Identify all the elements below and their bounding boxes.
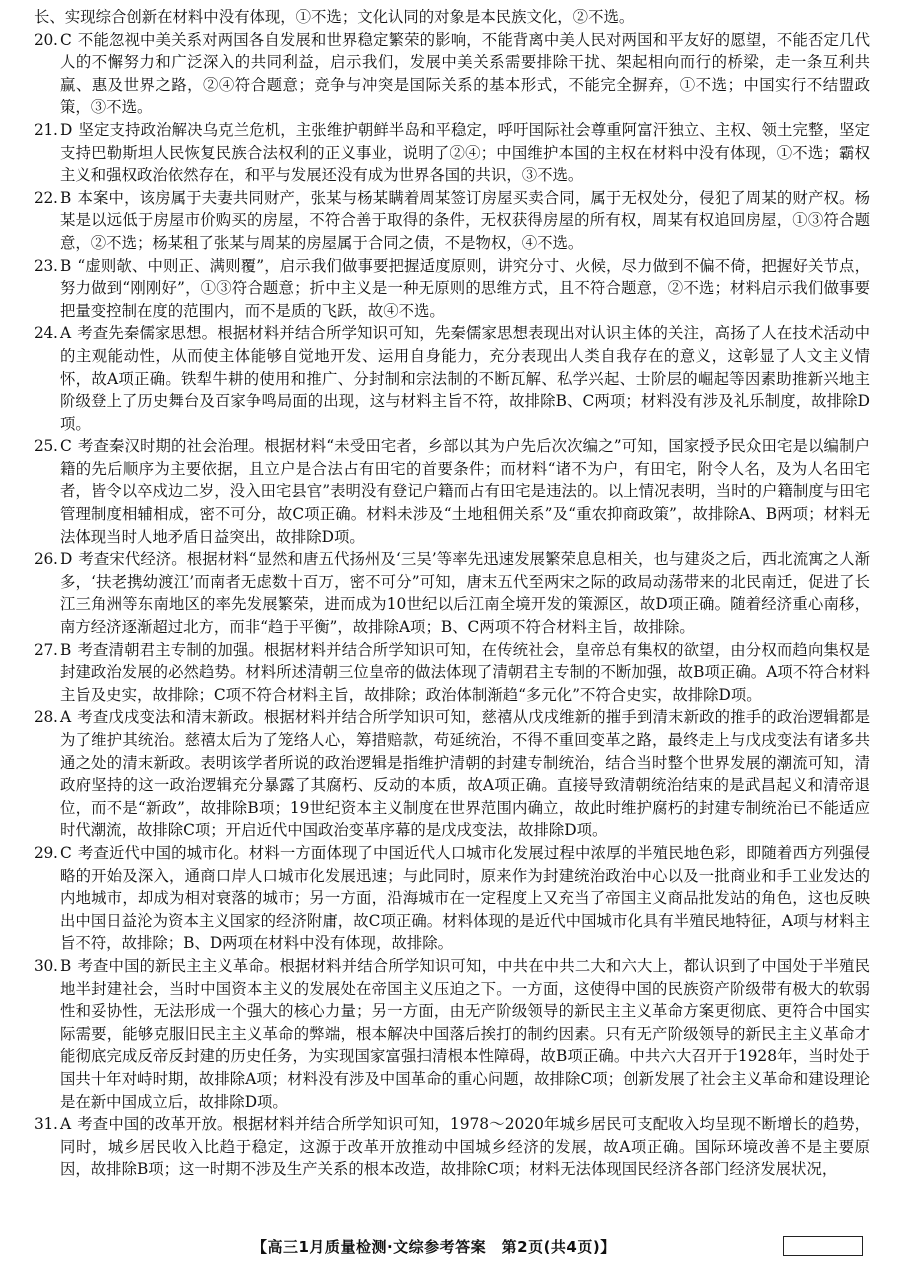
item-number: 26. [34, 550, 58, 569]
item-answer: C [60, 843, 72, 862]
item-number: 22. [34, 188, 58, 207]
item-explanation: 考查清朝君主专制的加强。根据材料并结合所学知识可知，在传统社会，皇帝总有集权的欲望，由分权而趋向集权是封建政治发展的必然趋势。材料所述清朝三位皇帝的做法体现了清朝君主专制的不断加强，故B项正确。A项不符合材料主旨及史实，故排除；C项不符合材料主旨，故排除；政治体制渐趋“多元化”不符合史实，故排除D项。 [60, 640, 870, 704]
item-explanation: 本案中，该房属于夫妻共同财产，张某与杨某瞒着周某签订房屋买卖合同，属于无权处分，侵犯了周某的财产权。杨某是以远低于房屋市价购买的房屋，不符合善于取得的条件，无权获得房屋的所有权，周某有权追回房屋，①③符合题意，②不选；杨某租了张某与周某的房屋属于合同之债，不是物权，④不选。 [60, 188, 870, 252]
item-answer: B [60, 956, 72, 975]
item-number: 31. [34, 1115, 58, 1134]
item-explanation: 考查秦汉时期的社会治理。根据材料“未受田宅者，乡部以其为户先后次次编之”可知，国家授予民众田宅是以编制户籍的先后顺序为主要依据，且立户是合法占有田宅的首要条件；而材料“诸不为户，有田宅，附令人名，及为人名田宅者，皆令以卒戍边二岁，没入田宅县官”表明没有登记户籍而占有田宅是违法的。以上情况表明，当时的户籍制度与田宅管理制度相辅相成，密不可分，故C项正确。材料未涉及“土地租佣关系”及“重农抑商政策”，故排除A、B两项；材料无法体现当时人地矛盾日益突出，故排除D项。 [60, 437, 870, 546]
item-explanation: 考查先秦儒家思想。根据材料并结合所学知识可知，先秦儒家思想表现出对认识主体的关注，高扬了人在技术活动中的主观能动性，从而使主体能够自觉地开发、运用自身能力，充分表现出人类自我存在的意义，这彰显了人文主义情怀，故A项正确。铁犁牛耕的使用和推广、分封制和宗法制的不断瓦解、私学兴起、士阶层的崛起等因素助推新兴地主阶级登上了历史舞台及百家争鸣局面的出现，这与材料主旨不符，故排除B、C两项；材料没有涉及礼乐制度，故排除D项。 [60, 324, 870, 433]
answer-item [34, 255, 870, 323]
answer-item [34, 842, 870, 955]
item-answer: C [60, 30, 72, 49]
item-explanation: 考查中国的新民主主义革命。根据材料并结合所学知识可知，中共在中共二大和六大上，都认识到了中国处于半殖民地半封建社会，当时中国资本主义的发展处在帝国主义压迫之下。一方面，这使得中国的民族资产阶级带有极大的软弱性和妥协性，无法形成一个强大的核心力量；另一方面，由无产阶级领导的新民主主义革命方案更彻底、更符合中国实际需要，能够克服旧民主主义革命的弊端，根本解决中国落后挨打的制约因素。只有无产阶级领导的新民主主义革命才能彻底完成反帝反封建的历史任务，为实现国家富强扫清根本性障碍，故B项正确。中共六大召开于1928年，当时处于国共十年对峙时期，故排除A项；材料没有涉及中国革命的重心问题，故排除C项；创新发展了社会主义革命和建设理论是在新中国成立后，故排除D项。 [60, 956, 870, 1111]
item-explanation: 考查宋代经济。根据材料“显然和唐五代扬州及‘三吴’等率先迅速发展繁荣息息相关，也与建炎之后，西北流寓之人渐多，‘扶老携幼渡江’而南者无虑数十百万，密不可分”可知，唐末五代至两宋之际的政局动荡带来的北民南迁，促进了长江三角洲等东南地区的率先发展繁荣，进而成为10世纪以后江南全境开发的策源区，故D项正确。随着经济重心南移，南方经济逐渐超过北方，而非“趋于平衡”，故排除A项；B、C两项不符合材料主旨，故排除。 [60, 550, 870, 637]
item-answer: A [60, 708, 72, 727]
continued-paragraph: 长、实现综合创新在材料中没有体现，①不选；文化认同的对象是本民族文化，②不选。 [34, 8, 635, 26]
code-box [783, 1236, 863, 1256]
item-number: 24. [34, 324, 58, 343]
item-number: 25. [34, 437, 58, 456]
item-explanation: 考查近代中国的城市化。材料一方面体现了中国近代人口城市化发展过程中浓厚的半殖民地色彩，即随着西方列强侵略的开始及深入，通商口岸人口城市化发展迅速；与此同时，原来作为封建统治政治中心以及一批商业和手工业发达的内地城市，却成为相对衰落的城市；另一方面，沿海城市在一定程度上又充当了帝国主义商品批发站的角色，这也反映出中国日益沦为资本主义国家的经济附庸，故C项正确。材料体现的是近代中国城市化具有半殖民地特征，A项与材料主旨不符，故排除；B、D两项在材料中没有体现，故排除。 [60, 843, 870, 953]
item-number: 21. [34, 120, 58, 139]
footer-text: 【高三1月质量检测·文综参考答案 第2页(共4页)】 [252, 1238, 616, 1256]
item-explanation: “虚则欹、中则正、满则覆”，启示我们做事要把握适度原则，讲究分寸、火候，尽力做到不偏不倚，把握好关节点，努力做到“刚刚好”，①③符合题意；折中主义是一种无原则的思维方式，且不符合题意，②不选；材料启示我们做事要把量变控制在度的范围内，而不是质的飞跃，故④不选。 [60, 256, 870, 320]
answer-item [34, 322, 870, 435]
answer-item [34, 706, 870, 842]
item-explanation: 坚定支持政治解决乌克兰危机，主张维护朝鲜半岛和平稳定，呼吁国际社会尊重阿富汗独立、主权、领土完整，坚定支持巴勒斯坦人民恢复民族合法权利的正义事业，说明了②④；中国维护本国的主权在材料中没有体现，①不选；霸权主义和强权政治依然存在，和平与发展还没有成为世界各国的共识，③不选。 [60, 120, 870, 185]
item-number: 28. [34, 708, 58, 727]
item-answer: A [60, 324, 72, 343]
answer-item [34, 1113, 870, 1181]
item-number: 23. [34, 256, 58, 275]
item-number: 29. [34, 843, 58, 862]
item-answer: C [60, 437, 72, 456]
page-footer [0, 1236, 900, 1258]
answer-item [34, 119, 870, 187]
answer-item [34, 639, 870, 707]
answer-item [34, 435, 870, 548]
item-number: 27. [34, 640, 58, 659]
item-number: 30. [34, 956, 58, 975]
item-answer: B [60, 640, 72, 659]
item-answer: B [60, 188, 72, 207]
item-answer: A [60, 1115, 72, 1134]
item-answer: D [60, 550, 73, 569]
item-answer: D [60, 120, 73, 139]
item-explanation: 不能忽视中美关系对两国各自发展和世界稳定繁荣的影响，不能背离中美人民对两国和平友好的愿望，不能否定几代人的不懈努力和广泛深入的共同利益，启示我们，发展中美关系需要排除干扰、架起相向而行的桥梁，走一条互利共赢、惠及世界之路，②④符合题意；竞争与冲突是国际关系的基本形式，不能完全摒弃，①不选；中国实行不结盟政策，③不选。 [60, 30, 870, 117]
answer-item [34, 29, 870, 119]
answer-item [34, 548, 870, 638]
item-explanation: 考查中国的改革开放。根据材料并结合所学知识可知，1978～2020年城乡居民可支配收入均呈现不断增长的趋势，同时，城乡居民收入比趋于稳定，这源于改革开放推动中国城乡经济的发展，故A项正确。国际环境改善不是主要原因，故排除B项；这一时期不涉及生产关系的根本改造，故排除C项；材料无法体现国民经济各部门经济发展状况， [60, 1115, 870, 1179]
answer-item [34, 955, 870, 1113]
answer-item [34, 187, 870, 255]
item-answer: B [60, 256, 72, 275]
item-number: 20. [34, 30, 58, 49]
item-explanation: 考查戊戌变法和清末新政。根据材料并结合所学知识可知，慈禧从戊戌维新的摧手到清末新政的推手的政治逻辑都是为了维护其统治。慈禧太后为了笼络人心，筹措赔款，苟延统治，不得不重回变革之路，最终走上与戊戌变法有诸多共通之处的清末新政。表明该学者所说的政治逻辑是指维护清朝的封建专制统治，结合当时整个世界发展的潮流可知，清政府坚持的这一政治逻辑充分暴露了其腐朽、反动的本质，故A项正确。直接导致清朝统治结束的是武昌起义和清帝退位，而不是“新政”，故排除B项；19世纪资本主义制度在世界范围内确立，故此时维护腐朽的封建专制统治已不能适应时代潮流，故排除C项；开启近代中国政治变革序幕的是戊戌变法，故排除D项。 [60, 708, 870, 840]
answer-content [34, 6, 870, 1181]
